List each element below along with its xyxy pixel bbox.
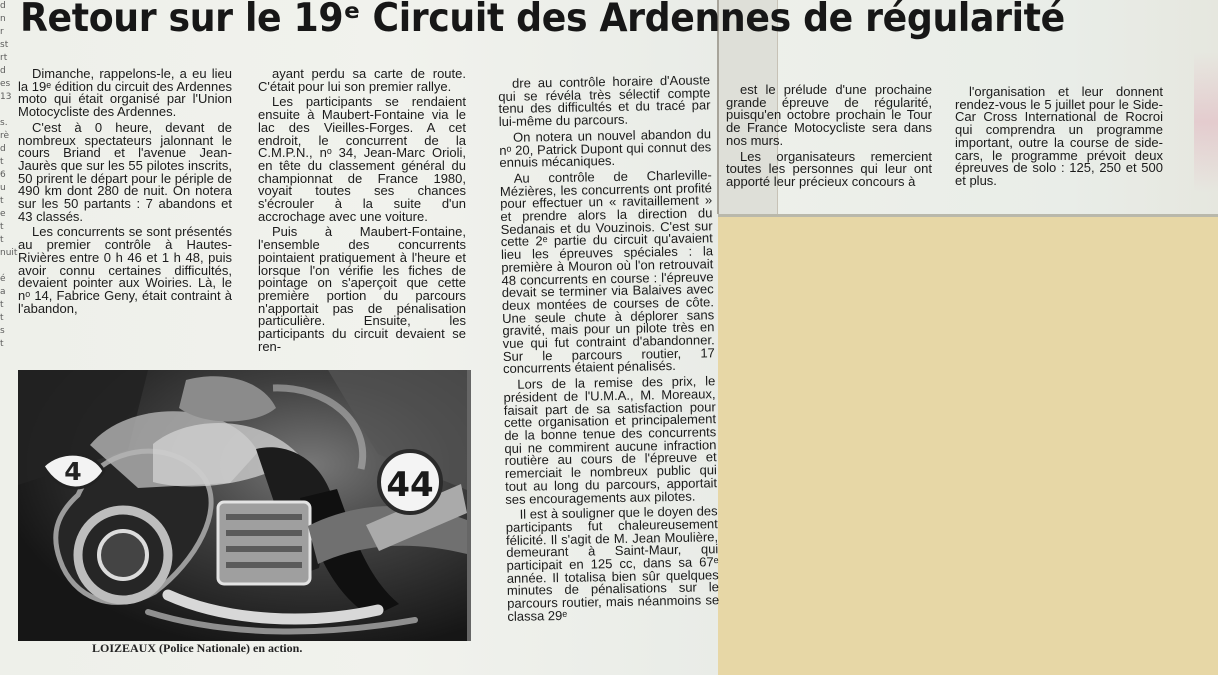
article-column-5 xyxy=(955,86,1163,202)
column-3-paragraph-5: Il est à souligner que le doyen des participants fut chaleureusement félicité. Il s'agit de M. Jean Moulière, demeurant à Saint-Maur, qui participait en 125 cc, dans sa 67ᵉ année. Il totalisa bien sûr quelques minutes de pénalisations sur le parcours routier, mais néanmoins se classa 29ᵉ xyxy=(505,503,720,624)
article-column-4 xyxy=(726,84,932,202)
column-4-paragraph-1: est le prélude d'une prochaine grande épreuve de régularité, puisqu'en octobre prochain le Tour de France Motocycliste sera dans nos murs. xyxy=(726,82,932,148)
article-column-2 xyxy=(258,68,466,358)
motorcycle-race-photo xyxy=(18,370,471,641)
column-5-paragraph-1: l'organisation et leur donnent rendez-vous le 5 juillet pour le Side-Car Cross International de Rocroi qui comprendra un programme important, outre la course de side-cars, le programme prévoit deux épreuves de solo : 125, 250 et 500 et plus. xyxy=(955,84,1163,188)
article-headline: Retour sur le 19ᵉ Circuit des Ardennes de régularité xyxy=(20,0,1065,41)
column-1-paragraph-2: C'est à 0 heure, devant de nombreux spectateurs jalonnant le cours Briand et l'avenue Jean-Jaurès que sur les 55 pilotes inscrits, 50 prirent le départ pour le périple de 490 km dont 280 de nuit. On notera sur les 50 partants : 7 abandons et 43 classés. xyxy=(18,119,232,224)
column-3-paragraph-2: On notera un nouvel abandon du nᵒ 20, Patrick Dupont qui connut des ennuis mécaniques. xyxy=(499,126,712,171)
column-3-paragraph-3: Au contrôle de Charleville-Mézières, les concurrents ont profité pour effectuer un « ravitaillement » et prendre alors la direction du Sedanais et du Vouzinois. C'est sur cette 2ᵉ partie du circuit qu'avaient lieu les épreuves spéciales : la première à Mouron où l'on retrouvait 48 concurrents en course : l'épreuve devait se terminer via Balaives avec deux montées de courses de côte. Une seule chute à déplorer sans gravité, mais pour un pilote très en vue qui fut contraint d'abandonner. Sur le parcours routier, 17 concurrents étaient pénalisés. xyxy=(499,167,715,377)
motorcycle-photo-illustration xyxy=(18,370,467,641)
article-column-3 xyxy=(498,74,720,675)
column-3-paragraph-1: dre au contrôle horaire d'Aouste qui se révéla très sélectif compte tenu des difficultés et du tracé par lui-même du parcours. xyxy=(498,72,711,130)
race-number-44: 44 xyxy=(386,465,434,505)
pink-edge-stain xyxy=(1194,52,1218,192)
column-1-paragraph-1: Dimanche, rappelons-le, a eu lieu la 19ᵉ édition du circuit des Ardennes moto qui était organisé par l'Union Motocycliste des Ardennes. xyxy=(18,66,232,120)
column-2-paragraph-1: ayant perdu sa carte de route. C'était pour lui son premier rallye. xyxy=(258,66,466,94)
column-2-paragraph-2: Les participants se rendaient ensuite à Maubert-Fontaine via le lac des Vieilles-Forges. A cet endroit, le concurrent de la C.M.P.N., nᵒ 34, Jean-Marc Orioli, en tête du classement général du championnat de France 1980, voyait toutes ses chances s'écrouler à la suite d'un accrochage avec une voiture. xyxy=(258,94,466,224)
column-1-paragraph-3: Les concurrents se sont présentés au premier contrôle à Hautes-Rivières entre 0 h 46 et 1 h 48, puis avoir connu certaines difficultés, devaient pointer aux Woiries. Là, le nᵒ 14, Fabrice Geny, était contraint à l'abandon, xyxy=(18,224,232,316)
column-3-paragraph-4: Lors de la remise des prix, le président de l'U.M.A., M. Moreaux, faisait part de sa satisfaction pour cette organisation et principalement de la bonne tenue des concurrents qui ne commirent aucune infraction routière au cours de l'épreuve et remerciait le nombreux public qui tout au long du parcours, apportait ses encouragements aux pilotes. xyxy=(503,373,718,507)
left-margin-cut-text: d n r st rt d es 13 s. rè d t 6 u t e t t nuit é a t t s t xyxy=(0,1,18,349)
partial-race-number: 4 xyxy=(64,457,82,486)
column-2-paragraph-3: Puis à Maubert-Fontaine, l'ensemble des concurrents pointaient pratiquement à l'heure et lorsque l'on vérifie les fiches de pointage on s'aperçoit que cette première portion du parcours n'apportait pas de pénalisation particulière. Ensuite, les participants du circuit devaient se ren- xyxy=(258,224,466,354)
column-4-paragraph-2: Les organisateurs remercient toutes les personnes qui leur ont apporté leur précieux concours à xyxy=(726,148,932,189)
article-column-1 xyxy=(18,68,232,355)
photo-caption: LOIZEAUX (Police Nationale) en action. xyxy=(92,641,303,655)
